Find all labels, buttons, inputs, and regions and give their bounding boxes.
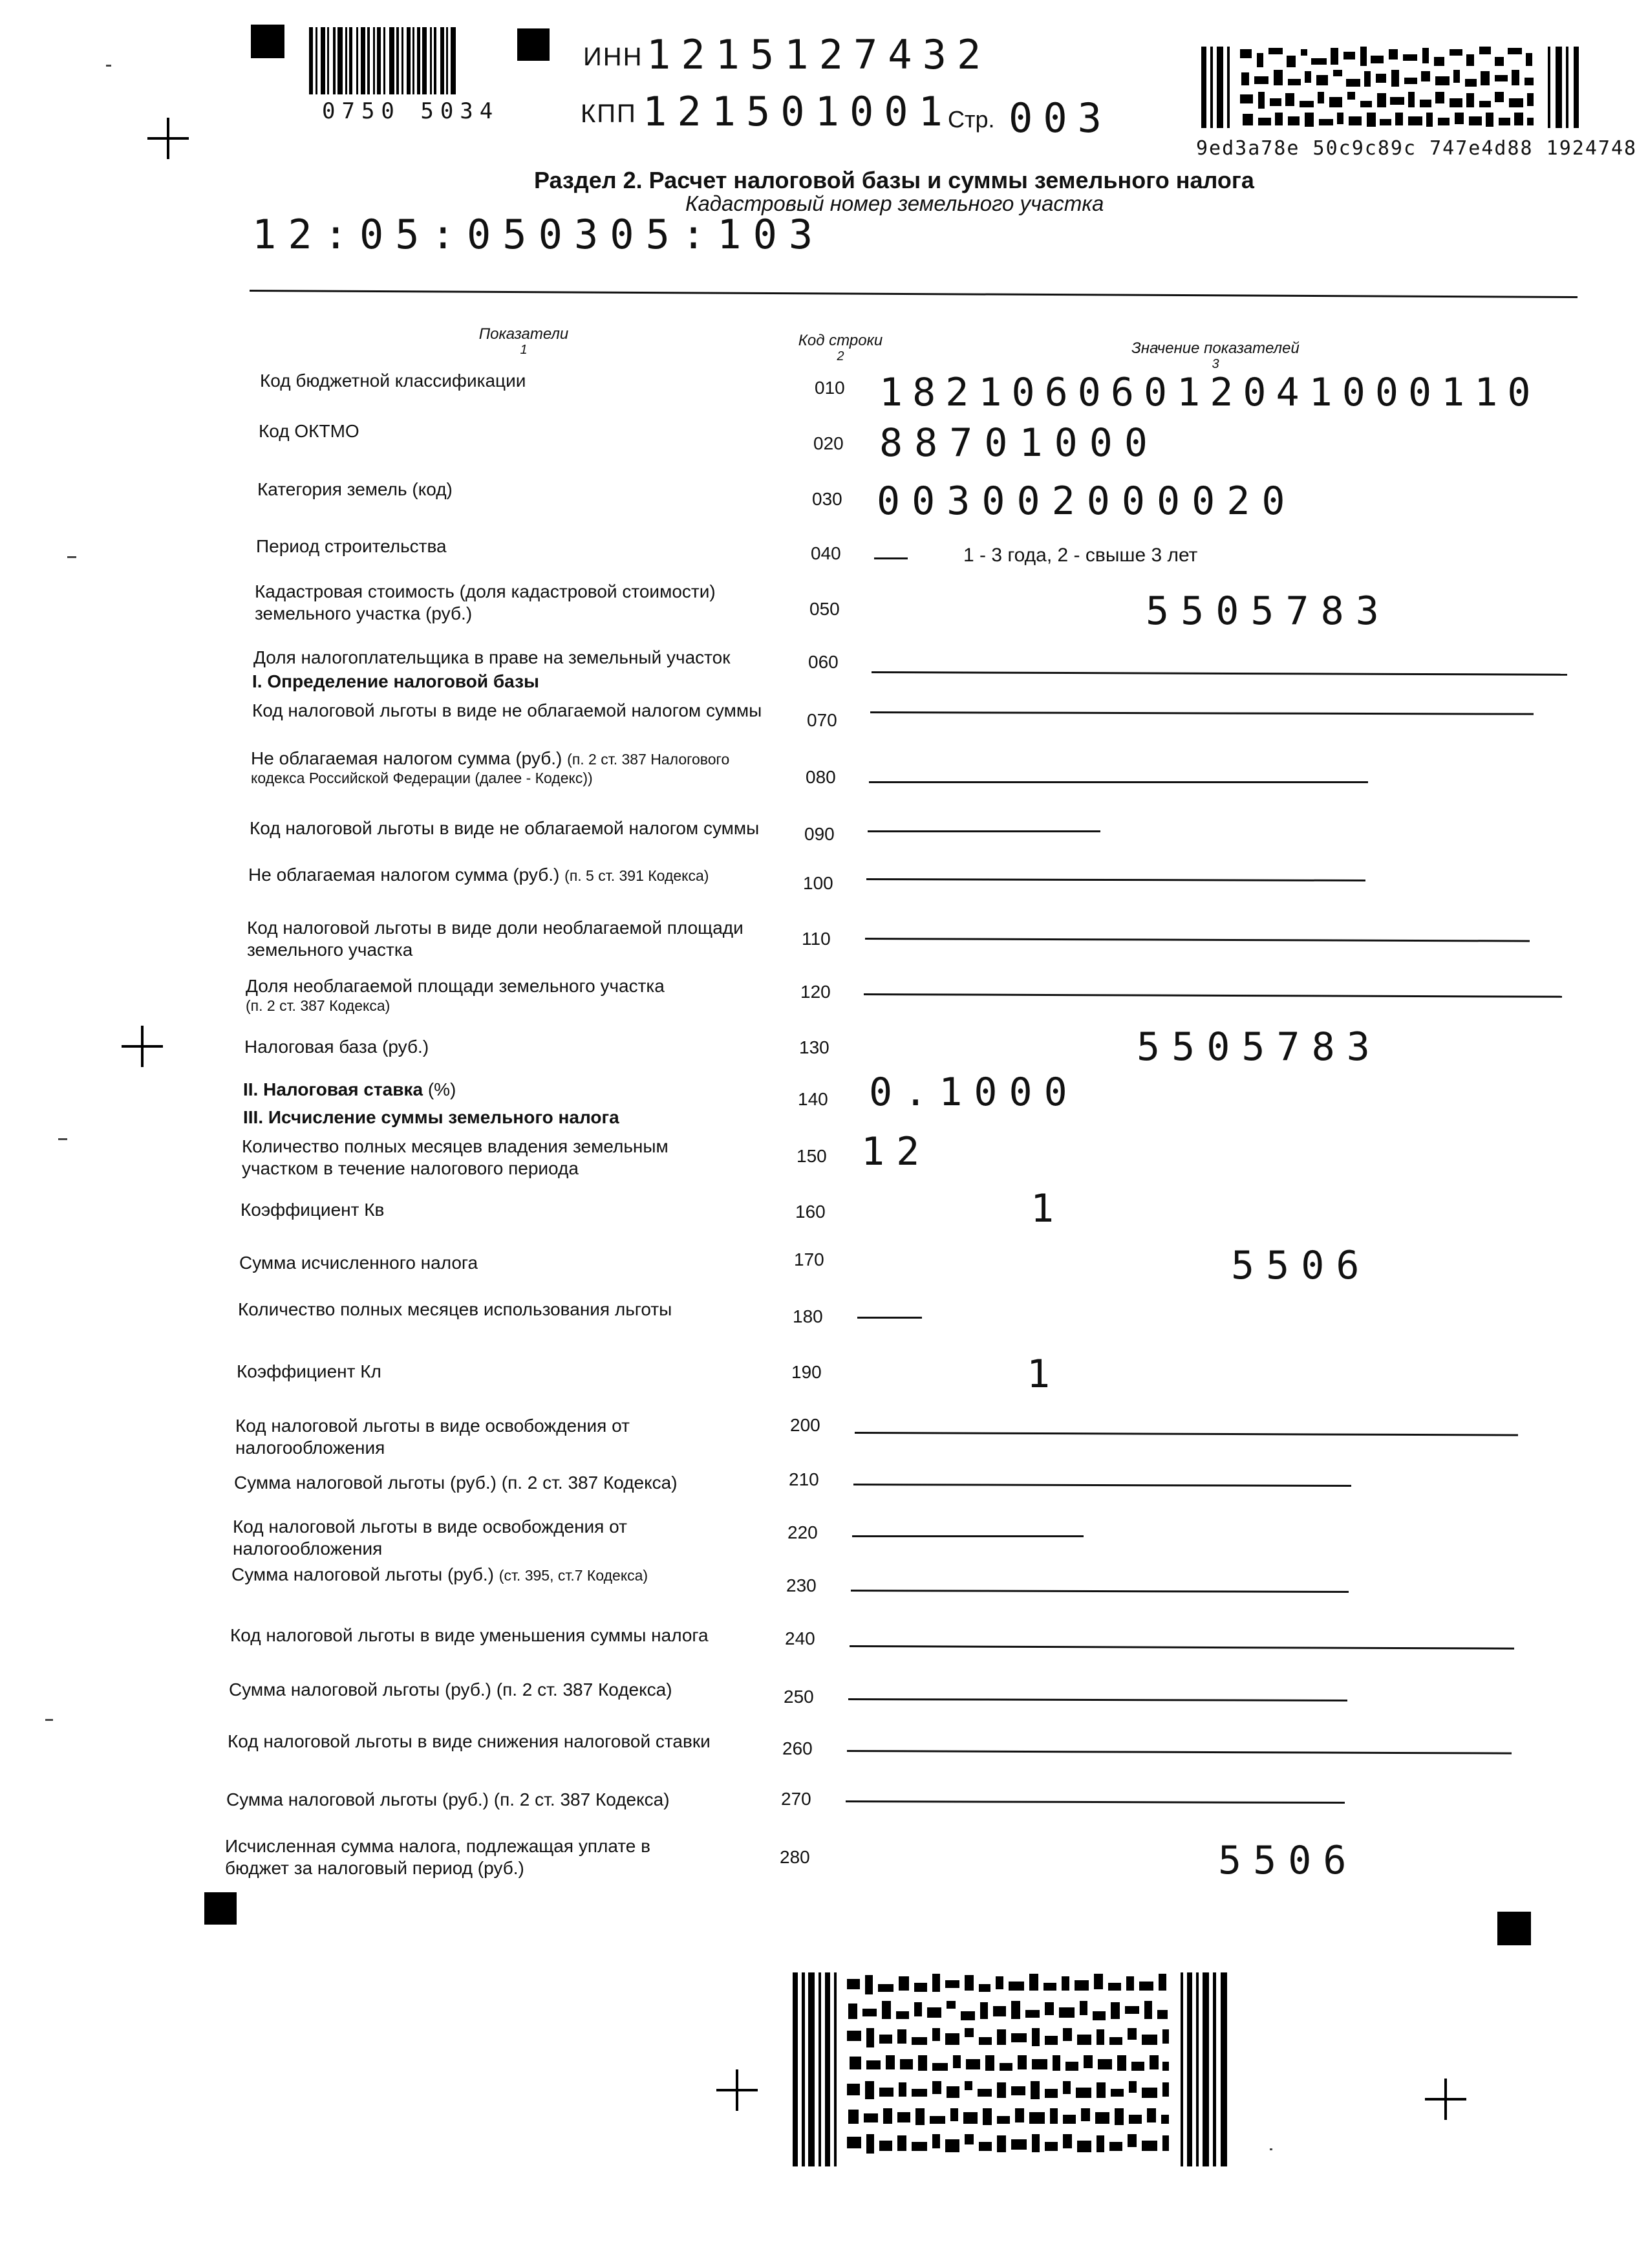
row-190-value: 1 (1027, 1352, 1062, 1397)
row-080-field[interactable] (869, 781, 1368, 783)
scan-speck (45, 1719, 53, 1721)
row-170-code: 170 (794, 1249, 824, 1269)
row-240-code: 240 (785, 1628, 815, 1648)
row-190-label: Коэффициент Кл (237, 1361, 381, 1381)
row-060-field[interactable] (872, 671, 1567, 676)
crosshair-mark-left-middle (122, 1026, 163, 1067)
row-180-code: 180 (793, 1306, 823, 1326)
row-080-label: Не облагаемая налогом сумма (руб.) (п. 2 ст. 387 Налогового кодекса Российской Федерации (далее - Кодекс)) (251, 748, 730, 786)
row-130-code: 130 (799, 1037, 829, 1057)
row-280-code: 280 (780, 1847, 810, 1867)
row-180-field[interactable] (857, 1317, 922, 1319)
row-070-code: 070 (807, 710, 837, 730)
crosshair-mark-bottom-left (716, 2069, 758, 2111)
row-030-value: 003002000020 (877, 479, 1297, 524)
row-230-label: Сумма налоговой льготы (руб.) (ст. 395, ст.7 Кодекса) (231, 1564, 648, 1584)
row-270-label: Сумма налоговой льготы (руб.) (п. 2 ст. 387 Кодекса) (226, 1789, 670, 1809)
kpp-value: 121501001 (643, 88, 953, 135)
row-160-label: Коэффициент Кв (241, 1200, 385, 1220)
row-150-label: Количество полных месяцев владения земельным участком в течение налогового периода (242, 1136, 669, 1178)
row-130-value: 5505783 (1137, 1024, 1382, 1070)
row-180-label: Количество полных месяцев использования льготы (238, 1299, 672, 1319)
cadastral-number: 12:05:050305:103 (252, 211, 825, 258)
bottom-2d-barcode (793, 1972, 1245, 2166)
row-260-code: 260 (782, 1738, 813, 1758)
row-140-code: 140 (798, 1089, 828, 1109)
scan-speck (1270, 2148, 1272, 2150)
row-210-label: Сумма налоговой льготы (руб.) (п. 2 ст. 387 Кодекса) (234, 1473, 678, 1493)
section-title: Раздел 2. Расчет налоговой базы и суммы земельного налога (534, 167, 1254, 193)
row-140-value: 0.1000 (869, 1070, 1079, 1115)
row-060-label: Доля налогоплательщика в праве на земельный участок (253, 647, 731, 667)
row-210-code: 210 (789, 1469, 819, 1489)
scan-speck (58, 1138, 67, 1140)
row-170-value: 5506 (1231, 1243, 1371, 1288)
row-260-label: Код налоговой льготы в виде снижения налоговой ставки (228, 1731, 711, 1751)
row-200-code: 200 (790, 1415, 820, 1435)
registration-square-top-left (251, 25, 284, 58)
row-030-label: Категория земель (код) (257, 479, 453, 499)
section-1-title: I. Определение налоговой базы (252, 671, 539, 691)
row-190-code: 190 (791, 1362, 822, 1382)
scan-speck (67, 556, 76, 558)
row-210-field[interactable] (853, 1484, 1351, 1487)
form-barcode (309, 27, 456, 94)
inn-label: ИНН (583, 43, 643, 71)
crosshair-mark-top-left (147, 118, 189, 159)
row-120-code: 120 (800, 982, 831, 1002)
row-040-hint: 1 - 3 года, 2 - свыше 3 лет (963, 545, 1198, 566)
row-040-code: 040 (811, 543, 841, 563)
column-header-code: Код строки 2 (798, 332, 883, 364)
row-110-label: Код налоговой льготы в виде доли необлагаемой площади земельного участка (247, 918, 744, 960)
row-070-label: Код налоговой льготы в виде не облагаемой налогом суммы (252, 700, 762, 720)
row-240-field[interactable] (850, 1645, 1514, 1650)
row-150-value: 12 (861, 1129, 932, 1174)
row-260-field[interactable] (847, 1750, 1512, 1755)
row-280-label: Исчисленная сумма налога, подлежащая уплате в бюджет за налоговый период (руб.) (225, 1836, 651, 1878)
row-200-field[interactable] (855, 1432, 1518, 1436)
row-080-code: 080 (806, 767, 836, 787)
row-160-code: 160 (795, 1202, 826, 1222)
row-220-field[interactable] (852, 1535, 1084, 1537)
row-140-label: II. Налоговая ставка (%) (243, 1079, 456, 1099)
row-010-value: 18210606012041000110 (879, 370, 1541, 415)
section-3-title: III. Исчисление суммы земельного налога (243, 1107, 619, 1127)
form-2d-barcode (1201, 47, 1583, 128)
row-270-field[interactable] (846, 1800, 1345, 1804)
row-020-value: 88701000 (879, 420, 1159, 466)
row-280-value: 5506 (1218, 1838, 1358, 1883)
row-090-code: 090 (804, 824, 835, 844)
inn-value: 1215127432 (647, 31, 992, 78)
row-040-field[interactable] (874, 557, 908, 559)
row-050-label: Кадастровая стоимость (доля кадастровой стоимости) земельного участка (руб.) (255, 581, 716, 623)
row-240-label: Код налоговой льготы в виде уменьшения суммы налога (230, 1625, 709, 1645)
row-250-field[interactable] (848, 1698, 1347, 1701)
row-160-value: 1 (1031, 1186, 1066, 1231)
row-250-label: Сумма налоговой льготы (руб.) (п. 2 ст. 387 Кодекса) (229, 1679, 672, 1700)
row-220-label: Код налоговой льготы в виде освобождения от налогообложения (233, 1517, 627, 1559)
header-divider (250, 290, 1578, 298)
row-130-label: Налоговая база (руб.) (244, 1037, 429, 1057)
row-270-code: 270 (781, 1789, 811, 1809)
row-090-field[interactable] (868, 830, 1100, 832)
row-020-code: 020 (813, 433, 844, 453)
row-010-code: 010 (815, 378, 845, 398)
row-100-label: Не облагаемая налогом сумма (руб.) (п. 5 ст. 391 Кодекса) (248, 865, 709, 885)
row-170-label: Сумма исчисленного налога (239, 1253, 478, 1273)
row-070-field[interactable] (870, 711, 1534, 715)
row-010-label: Код бюджетной классификации (260, 371, 526, 391)
column-header-indicators: Показатели 1 (478, 325, 569, 358)
page-label: Стр. (948, 106, 995, 133)
row-050-value: 5505783 (1146, 589, 1391, 634)
scan-speck (106, 65, 111, 67)
barcode-number: 0750 5034 (322, 98, 500, 124)
page-number: 003 (1009, 94, 1112, 142)
row-120-field[interactable] (864, 993, 1562, 998)
row-030-code: 030 (812, 489, 842, 509)
row-110-field[interactable] (865, 938, 1530, 942)
row-150-code: 150 (797, 1146, 827, 1166)
cadastral-label: Кадастровый номер земельного участка (685, 191, 1104, 215)
row-200-label: Код налоговой льготы в виде освобождения от налогообложения (235, 1416, 630, 1458)
registration-square-bottom-right (1497, 1912, 1531, 1945)
kpp-label: КПП (581, 100, 637, 128)
row-220-code: 220 (787, 1522, 818, 1542)
document-hash: 9ed3a78e 50c9c89c 747e4d88 1924748 (1196, 137, 1637, 160)
registration-square-bottom-left (204, 1892, 237, 1925)
registration-square-top-middle (517, 28, 550, 61)
row-230-field[interactable] (851, 1590, 1349, 1593)
row-020-label: Код ОКТМО (259, 421, 359, 441)
row-250-code: 250 (784, 1687, 814, 1707)
row-090-label: Код налоговой льготы в виде не облагаемой налогом суммы (250, 818, 760, 838)
row-050-code: 050 (809, 599, 840, 619)
row-120-label: Доля необлагаемой площади земельного участка (п. 2 ст. 387 Кодекса) (246, 976, 665, 1014)
row-100-field[interactable] (866, 878, 1365, 881)
row-230-code: 230 (786, 1575, 817, 1595)
row-060-code: 060 (808, 652, 839, 672)
row-100-code: 100 (803, 873, 833, 893)
row-110-code: 110 (802, 929, 831, 949)
row-040-label: Период строительства (256, 536, 447, 556)
crosshair-mark-bottom-right (1425, 2079, 1466, 2120)
column-header-values: Значение показателей 3 (1131, 340, 1300, 372)
